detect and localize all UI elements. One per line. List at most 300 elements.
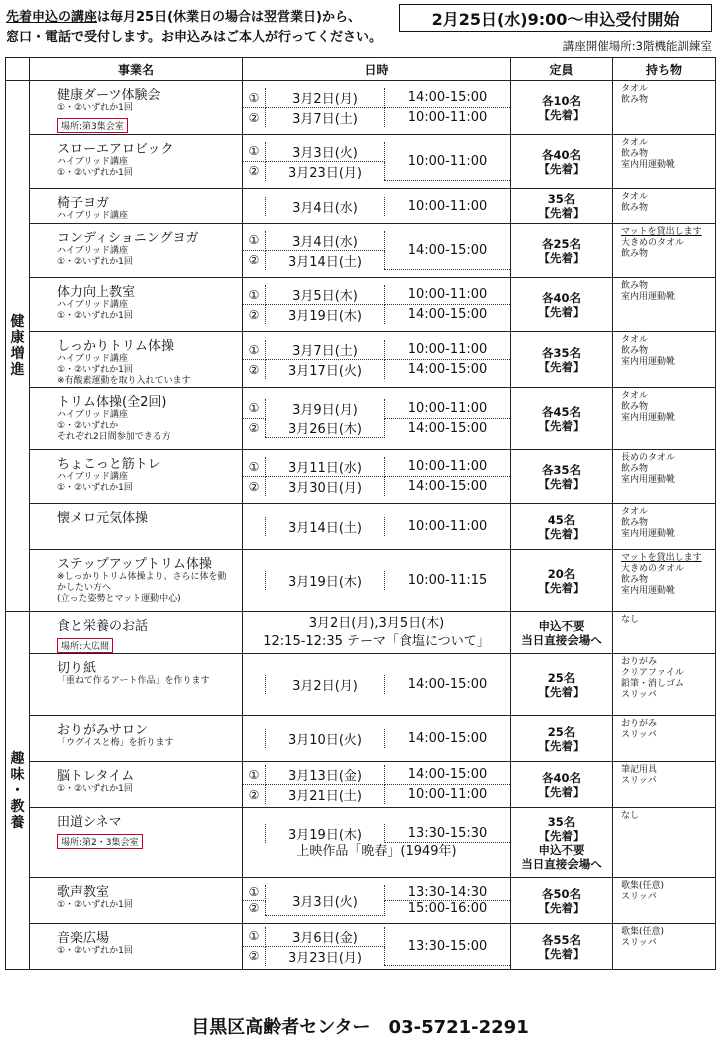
header-line-1 <box>6 6 361 25</box>
capacity-line: 各40名 <box>541 290 581 305</box>
table-row <box>6 550 716 612</box>
capacity-line: 【先着】 <box>538 359 585 374</box>
datetime-cell <box>243 388 511 450</box>
datetime-cell <box>243 224 511 278</box>
bring-item: スリッパ <box>621 892 657 902</box>
event-name: しっかりトリム体操 <box>57 339 175 354</box>
datetime-cell <box>243 878 511 924</box>
capacity-line: 【先着】 <box>538 250 585 265</box>
table-row <box>6 504 716 550</box>
capacity-cell <box>511 808 613 878</box>
session-time: 14:00-15:00 <box>385 88 511 108</box>
category-char: 増 <box>10 346 25 362</box>
session-date: 3月21日(土) <box>266 785 385 805</box>
session-time: 10:00-11:00 <box>407 110 488 125</box>
bring-item: 飲み物 <box>621 518 649 528</box>
slot-number <box>243 824 266 843</box>
header-line-1-rest: は毎月25日(休業日の場合は翌営業日)から、 <box>97 10 361 25</box>
capacity-line: 申込不要 <box>538 618 585 633</box>
capacity-cell <box>511 924 613 970</box>
session-time: 10:00-11:00 <box>385 399 511 418</box>
event-cell <box>30 189 243 224</box>
bring-cell <box>613 924 716 970</box>
session-time: 14:00-15:00 <box>407 731 488 746</box>
event-cell <box>30 612 243 654</box>
course-table <box>5 57 716 970</box>
bring-item: 室内用運動靴 <box>621 160 676 170</box>
slot-number: ② <box>243 108 266 128</box>
datetime-grid <box>243 517 510 536</box>
header-line-2: 窓口・電話で受付します。お申込みはご本人が行ってください。 <box>6 30 382 45</box>
bring-item: 飲み物 <box>621 464 649 474</box>
datetime-cell <box>243 654 511 716</box>
event-note: ①・②いずれか <box>57 421 119 431</box>
bring-item: スリッパ <box>621 776 657 786</box>
slot-number: ② <box>243 900 266 916</box>
session-time: 15:00-16:00 <box>407 900 488 916</box>
category-char: 健 <box>10 314 25 330</box>
bring-item: 筆記用具 <box>621 765 658 775</box>
slot-number: ② <box>243 305 266 325</box>
bring-item: おりがみ <box>621 657 658 667</box>
table-row <box>6 224 716 278</box>
session-time: 10:00-11:00 <box>385 285 511 305</box>
bring-item: 飲み物 <box>621 281 649 291</box>
capacity-cell <box>511 504 613 550</box>
session-date: 3月19日(木) <box>266 571 385 590</box>
event-note: ①・②いずれか1回 <box>57 946 133 956</box>
session-time: 13:30-15:00 <box>385 927 511 966</box>
table-header-row <box>6 58 716 81</box>
event-cell <box>30 550 243 612</box>
session-time: 14:00-15:00 <box>407 677 488 692</box>
table-row <box>6 278 716 332</box>
datetime-cell <box>243 278 511 332</box>
bring-item: 室内用運動靴 <box>621 292 676 302</box>
bring-cell <box>613 224 716 278</box>
capacity-line: 各40名 <box>541 770 581 785</box>
category-char: 趣 <box>10 750 25 767</box>
capacity-line: 各45名 <box>541 404 581 419</box>
capacity-line: 各35名 <box>541 462 581 477</box>
bring-item: 飲み物 <box>621 203 649 213</box>
event-cell <box>30 654 243 716</box>
bring-item: クリアファイル <box>621 668 684 678</box>
datetime-grid <box>243 285 510 324</box>
session-time: 10:00-11:00 <box>407 787 488 802</box>
event-name: 食と栄養のお話 <box>57 619 149 634</box>
bring-item: 飲み物 <box>621 249 649 259</box>
bring-cell <box>613 135 716 189</box>
session-time: 10:00-11:00 <box>385 340 511 360</box>
table-row <box>6 808 716 878</box>
capacity-line: 【先着】 <box>538 828 585 843</box>
location-tag: 場所:第2・3集会室 <box>57 834 143 849</box>
session-date: 3月2日(月) <box>266 675 385 694</box>
capacity-line: 45名 <box>547 512 576 527</box>
datetime-grid <box>243 675 510 694</box>
capacity-line: 【先着】 <box>538 784 585 799</box>
bring-item: 歌集(任意) <box>621 881 665 891</box>
session-date: 3月19日(木) <box>266 824 385 843</box>
bring-item: タオル <box>621 138 649 148</box>
session-date: 3月3日(火) <box>266 142 385 162</box>
capacity-cell <box>511 278 613 332</box>
capacity-line: 20名 <box>547 566 576 581</box>
session-date: 3月14日(土) <box>266 250 385 270</box>
session-date-line: 3月26日(木) <box>288 422 362 437</box>
bring-cell <box>613 189 716 224</box>
slot-number: ① <box>243 399 266 418</box>
capacity-cell <box>511 332 613 388</box>
event-cell <box>30 924 243 970</box>
header-underlined-text: 先着申込の講座 <box>6 10 98 25</box>
capacity-cell <box>511 450 613 504</box>
bring-item: 室内用運動靴 <box>621 357 676 367</box>
capacity-line: 当日直接会場へ <box>521 632 602 647</box>
datetime-row <box>243 615 510 651</box>
slot-number: ② <box>243 785 266 805</box>
table-row <box>6 135 716 189</box>
capacity-line: 各35名 <box>541 345 581 360</box>
table-row <box>6 612 716 654</box>
bring-cell <box>613 550 716 612</box>
event-name: 歌声教室 <box>57 885 110 900</box>
session-date: 3月19日(木) <box>266 305 385 325</box>
category-char: ・ <box>10 782 25 799</box>
category-health <box>6 81 30 612</box>
bring-cell <box>613 388 716 450</box>
datetime-cell <box>243 81 511 135</box>
event-note: ①・②いずれか1回 <box>57 900 133 910</box>
session-date: 3月5日(木) <box>266 285 385 305</box>
event-cell <box>30 278 243 332</box>
bring-cell <box>613 654 716 716</box>
session-time: 10:00-11:00 <box>385 457 511 477</box>
session-date: 3月30日(月) <box>266 477 385 497</box>
header-capacity: 定員 <box>511 58 613 81</box>
category-hobby <box>6 612 30 970</box>
table-row <box>6 762 716 808</box>
datetime-cell <box>243 762 511 808</box>
slot-number: ① <box>243 231 266 251</box>
datetime-row <box>243 765 510 785</box>
capacity-cell <box>511 654 613 716</box>
slot-number: ① <box>243 765 266 785</box>
capacity-line: 【先着】 <box>538 107 585 122</box>
capacity-line: 【先着】 <box>538 946 585 961</box>
session-date: 3月13日(金) <box>266 765 385 785</box>
bring-cell <box>613 278 716 332</box>
capacity-cell <box>511 81 613 135</box>
bring-item: タオル <box>621 391 649 401</box>
location-tag: 場所:大広間 <box>57 638 113 653</box>
event-name: 音楽広場 <box>57 931 110 946</box>
table-row <box>6 878 716 924</box>
bring-item: 室内用運動靴 <box>621 475 676 485</box>
bring-item: タオル <box>621 335 649 345</box>
event-cell <box>30 135 243 189</box>
session-date: 3月4日(水) <box>266 197 385 216</box>
bring-item: 室内用運動靴 <box>621 529 676 539</box>
event-name: コンディショニングヨガ <box>57 231 199 246</box>
datetime-row <box>243 88 510 108</box>
bring-cell <box>613 762 716 808</box>
event-note: 「重ねて作るアート作品」を作ります <box>57 676 210 686</box>
event-cell <box>30 716 243 762</box>
event-note: ①・②いずれか1回 <box>57 103 133 113</box>
datetime-cell <box>243 450 511 504</box>
capacity-cell <box>511 762 613 808</box>
capacity-line: 【先着】 <box>538 900 585 915</box>
capacity-cell <box>511 224 613 278</box>
bring-cell <box>613 81 716 135</box>
bring-item: 飲み物 <box>621 149 649 159</box>
session-date: 3月3日(火) <box>266 885 385 916</box>
datetime-grid <box>243 457 510 496</box>
bring-item: タオル <box>621 192 649 202</box>
table-row <box>6 924 716 970</box>
film-title: 上映作品「晩春」(1949年) <box>296 844 457 860</box>
session-date: 3月11日(水) <box>266 457 385 477</box>
datetime-line: 3月2日(月),3月5日(木) <box>308 615 445 631</box>
category-char: 味 <box>10 766 25 783</box>
datetime-row <box>243 197 510 216</box>
capacity-line: 各50名 <box>541 886 581 901</box>
bring-item: スリッパ <box>621 938 657 948</box>
slot-number: ② <box>243 360 266 380</box>
capacity-line: 35名 <box>547 814 576 829</box>
event-note: (立った姿勢とマット運動中心) <box>57 594 181 604</box>
datetime-row <box>243 305 510 325</box>
event-cell <box>30 808 243 878</box>
bring-item: 飲み物 <box>621 95 649 105</box>
slot-number <box>243 675 266 694</box>
bring-item: なし <box>621 811 640 821</box>
slot-number <box>243 517 266 536</box>
capacity-line: 各10名 <box>541 93 581 108</box>
datetime-grid <box>243 399 510 438</box>
datetime-grid <box>243 571 510 590</box>
capacity-line: 各40名 <box>541 147 581 162</box>
session-date: 3月23日(月) <box>266 161 385 181</box>
slot-number: ① <box>243 88 266 108</box>
datetime-grid <box>243 885 510 917</box>
bring-item: おりがみ <box>621 719 658 729</box>
datetime-grid <box>243 765 510 804</box>
session-date <box>266 399 385 438</box>
slot-number: ② <box>243 946 266 966</box>
slot-number: ② <box>243 477 266 497</box>
bring-item: タオル <box>621 84 649 94</box>
datetime-row <box>243 457 510 477</box>
datetime-cell <box>243 808 511 878</box>
header-datetime: 日時 <box>243 58 511 81</box>
bring-item: 飲み物 <box>621 575 649 585</box>
event-cell <box>30 878 243 924</box>
event-cell <box>30 450 243 504</box>
event-note: かしたい方へ <box>57 583 112 593</box>
event-note: ①・②いずれか1回 <box>57 311 133 321</box>
capacity-line: 【先着】 <box>538 684 585 699</box>
datetime-grid <box>243 142 510 182</box>
bring-item: 歌集(任意) <box>621 927 665 937</box>
session-date: 3月14日(土) <box>266 517 385 536</box>
bring-cell <box>613 878 716 924</box>
category-char: 養 <box>10 814 25 831</box>
table-row <box>6 450 716 504</box>
session-date: 3月17日(火) <box>266 360 385 380</box>
datetime-cell <box>243 924 511 970</box>
event-note: ※有酸素運動を取り入れています <box>57 376 191 386</box>
session-date: 3月4日(水) <box>266 231 385 251</box>
datetime-row <box>243 399 510 418</box>
event-note: ①・②いずれか1回 <box>57 784 133 794</box>
event-note: ①・②いずれか1回 <box>57 168 133 178</box>
capacity-cell <box>511 878 613 924</box>
capacity-cell <box>511 612 613 654</box>
table-row <box>6 189 716 224</box>
header-bring: 持ち物 <box>613 58 716 81</box>
datetime-row <box>243 360 510 380</box>
datetime-grid <box>243 197 510 216</box>
bring-cell <box>613 332 716 388</box>
session-time: 13:30-15:30 <box>385 824 511 843</box>
datetime-row <box>243 729 510 748</box>
capacity-cell <box>511 716 613 762</box>
event-cell <box>30 81 243 135</box>
bring-item: スリッパ <box>621 690 657 700</box>
session-time: 10:00-11:00 <box>407 198 488 214</box>
datetime-cell <box>243 189 511 224</box>
footer-contact: 目黒区高齢者センター 03-5721-2291 <box>191 1017 529 1038</box>
category-char: 康 <box>10 330 25 346</box>
session-date: 3月23日(月) <box>266 946 385 966</box>
datetime-span <box>243 615 510 651</box>
event-note: ハイブリッド講座 <box>57 157 129 167</box>
datetime-grid <box>243 88 510 127</box>
session-time: 14:00-15:00 <box>407 479 488 494</box>
session-date: 3月2日(月) <box>266 88 385 108</box>
session-time: 14:00-15:00 <box>407 420 488 436</box>
capacity-line: 25名 <box>547 724 576 739</box>
datetime-row <box>243 477 510 497</box>
session-date-line: 3月9日(月) <box>292 403 358 418</box>
datetime-row <box>243 675 510 694</box>
table-row <box>6 332 716 388</box>
capacity-cell <box>511 189 613 224</box>
datetime-line: 12:15-12:35 テーマ「食塩について」 <box>263 633 490 649</box>
slot-number <box>243 571 266 590</box>
session-date: 3月7日(土) <box>266 340 385 360</box>
table-row <box>6 716 716 762</box>
event-name: ステップアップトリム体操 <box>57 557 212 572</box>
datetime-row <box>243 571 510 590</box>
mat-rental-note: マットを貸出します <box>621 227 702 237</box>
datetime-cell <box>243 612 511 654</box>
event-name: 健康ダーツ体験会 <box>57 88 161 103</box>
datetime-row <box>243 142 510 162</box>
event-name: おりがみサロン <box>57 723 149 738</box>
session-time: 14:00-15:00 <box>385 231 511 270</box>
event-cell <box>30 332 243 388</box>
bring-item: なし <box>621 615 640 625</box>
bring-item: スリッパ <box>621 730 657 740</box>
bring-cell <box>613 612 716 654</box>
capacity-line: 申込不要 <box>538 842 585 857</box>
event-cell <box>30 762 243 808</box>
bring-cell <box>613 450 716 504</box>
category-char: 教 <box>10 798 25 815</box>
datetime-grid <box>243 615 510 651</box>
slot-number: ① <box>243 340 266 360</box>
datetime-grid <box>243 824 510 862</box>
slot-number: ① <box>243 142 266 162</box>
bring-item: 室内用運動靴 <box>621 413 676 423</box>
event-name: スローエアロビック <box>57 142 174 157</box>
capacity-line: 【先着】 <box>538 476 585 491</box>
venue-note: 講座開催場所:3階機能訓練室 <box>562 39 712 53</box>
bring-item: 飲み物 <box>621 346 649 356</box>
bring-item: 室内用運動靴 <box>621 586 676 596</box>
event-note: ①・②いずれか1回 <box>57 365 133 375</box>
datetime-row <box>243 785 510 805</box>
event-note: 「ウグイスと梅」を折ります <box>57 738 174 748</box>
slot-number: ① <box>243 457 266 477</box>
header-event: 事業名 <box>30 58 243 81</box>
datetime-grid <box>243 927 510 967</box>
capacity-line: 【先着】 <box>538 526 585 541</box>
session-time: 13:30-14:30 <box>385 885 511 901</box>
bring-item: 大きめのタオル <box>621 238 685 248</box>
session-time: 10:00-11:00 <box>407 519 488 534</box>
session-time: 14:00-15:00 <box>407 307 488 322</box>
capacity-line: 各55名 <box>541 932 581 947</box>
bring-cell <box>613 808 716 878</box>
event-note: ハイブリッド講座 <box>57 354 129 364</box>
event-name: 田道シネマ <box>57 815 122 830</box>
datetime-row <box>243 517 510 536</box>
category-char: 進 <box>10 362 25 378</box>
slot-number: ② <box>243 161 266 181</box>
datetime-grid <box>243 729 510 748</box>
mat-rental-note: マットを貸出します <box>621 553 702 563</box>
event-cell <box>30 224 243 278</box>
bring-item: タオル <box>621 507 649 517</box>
event-note: それぞれ2日間参加できる方 <box>57 432 171 442</box>
datetime-row <box>243 824 510 843</box>
session-date: 3月10日(火) <box>266 729 385 748</box>
datetime-cell <box>243 550 511 612</box>
event-note: ①・②いずれか1回 <box>57 257 133 267</box>
registration-start-box: 2月25日(水)9:00～申込受付開始 <box>399 4 712 32</box>
event-cell <box>30 388 243 450</box>
datetime-grid <box>243 340 510 379</box>
session-time: 14:00-15:00 <box>385 765 511 785</box>
capacity-line: 当日直接会場へ <box>521 856 602 871</box>
slot-number: ① <box>243 927 266 947</box>
table-row <box>6 81 716 135</box>
bring-cell <box>613 504 716 550</box>
event-note: ※しっかりトリム体操より、さらに体を動 <box>57 572 227 582</box>
bring-item: 鉛筆・消しゴム <box>621 679 685 689</box>
bring-item: 長めのタオル <box>621 453 676 463</box>
bring-item: 飲み物 <box>621 402 649 412</box>
datetime-grid <box>243 231 510 271</box>
slot-number: ② <box>243 250 266 270</box>
datetime-row <box>243 885 510 901</box>
capacity-line: 35名 <box>547 192 576 206</box>
